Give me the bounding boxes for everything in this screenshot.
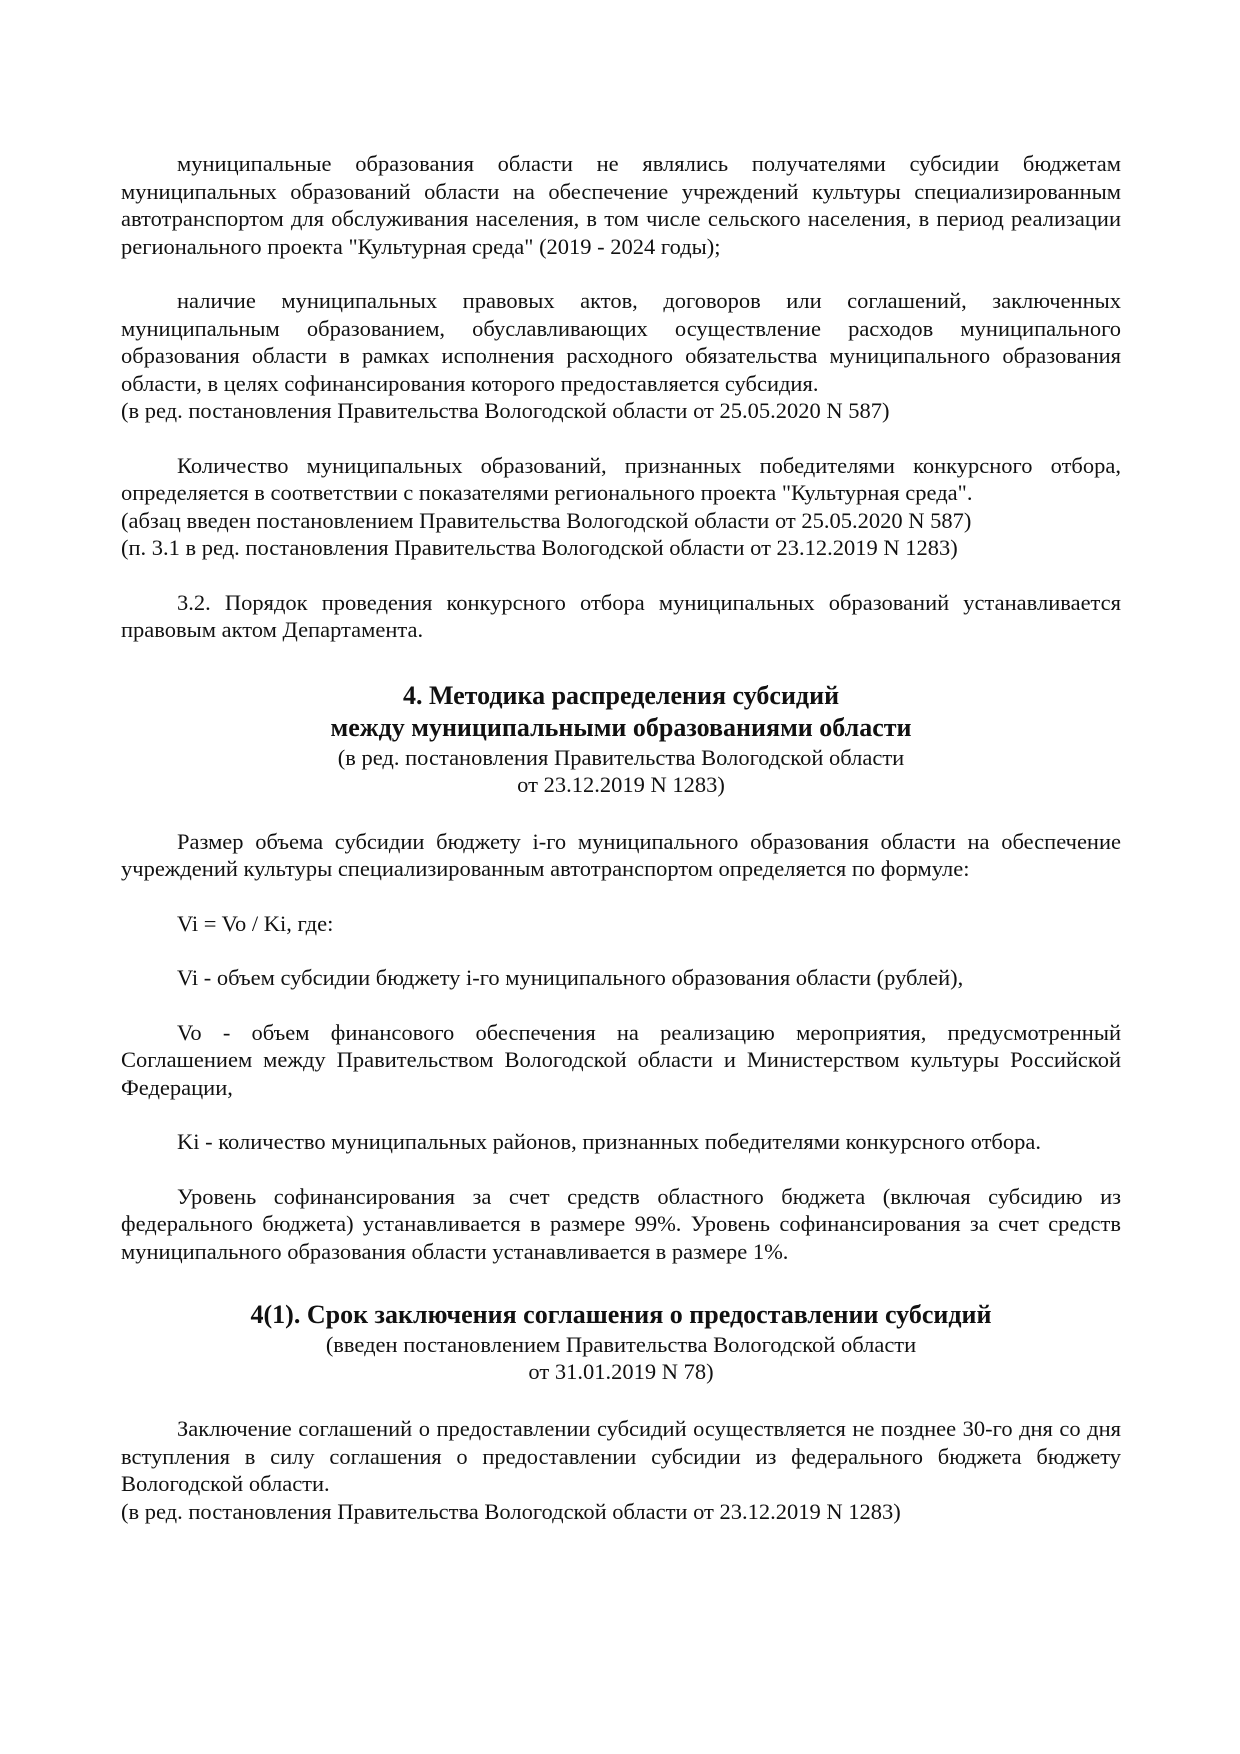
- paragraph-subsidy-size: Размер объема субсидии бюджету i-го муниципального образования области на обеспечение учреждений культуры специализированным автотранспортом определяется по формуле:: [121, 828, 1121, 881]
- section-title: 4. Методика распределения субсидий: [402, 680, 840, 710]
- document-page: [121, 150, 1121, 1525]
- amendment-note: (в ред. постановления Правительства Вологодской области от 23.12.2019 N 1283): [121, 1498, 901, 1524]
- section-title: 4(1). Срок заключения соглашения о предоставлении субсидий: [250, 1300, 992, 1329]
- section-4-header: [121, 680, 1121, 798]
- paragraph-municipal-not-recipients: муниципальные образования области не являлись получателями субсидии бюджетам муниципальных образований области на обеспечение учреждений культуры специализированным автотранспортом для обслуживания населения, в том числе сельского населения, в период реализации регионального проекта "Культурная среда" (2019 - 2024 годы);: [121, 151, 1121, 259]
- section-amendment-note: от 23.12.2019 N 1283): [517, 771, 725, 797]
- section-amendment-note: от 31.01.2019 N 78): [528, 1359, 714, 1384]
- amendment-note: (п. 3.1 в ред. постановления Правительства Вологодской области от 23.12.2019 N 1283): [121, 535, 958, 560]
- section-4-1-header: [121, 1299, 1121, 1385]
- amendment-note: (в ред. постановления Правительства Вологодской области от 25.05.2020 N 587): [121, 398, 890, 423]
- definition-vo: Vo - объем финансового обеспечения на реализацию мероприятия, предусмотренный Соглашением между Правительством Вологодской области и Министерством культуры Российской Федерации,: [121, 1019, 1121, 1100]
- definition-vi: Vi - объем субсидии бюджету i-го муниципального образования области (рублей),: [177, 965, 964, 990]
- paragraph-selection-procedure: 3.2. Порядок проведения конкурсного отбора муниципальных образований устанавливается правовым актом Департамента.: [121, 589, 1121, 642]
- section-amendment-note: (введен постановлением Правительства Вологодской области: [325, 1332, 917, 1357]
- paragraph-agreement-deadline: Заключение соглашений о предоставлении субсидий осуществляется не позднее 30-го дня со дня вступления в силу соглашения о предоставлении субсидии из федерального бюджета бюджету Вологодской области.: [121, 1416, 1121, 1496]
- definition-ki: Ki - количество муниципальных районов, признанных победителями конкурсного отбора.: [177, 1129, 1041, 1154]
- paragraph-winners-count: Количество муниципальных образований, признанных победителями конкурсного отбора, определяется в соответствии с показателями регионального проекта "Культурная среда".: [121, 452, 1121, 505]
- section-title: между муниципальными образованиями области: [330, 712, 912, 742]
- amendment-note: (абзац введен постановлением Правительства Вологодской области от 25.05.2020 N 587): [121, 507, 972, 533]
- section-amendment-note: (в ред. постановления Правительства Вологодской области: [337, 744, 905, 770]
- paragraph-legal-acts: наличие муниципальных правовых актов, договоров или соглашений, заключенных муниципальным образованием, обуславливающих осуществление расходов муниципального образования области в рамках исполнения расходного обязательства муниципального образования области, в целях софинансирования которого предоставляется субсидия.: [121, 288, 1121, 396]
- paragraph-cofinancing-level: Уровень софинансирования за счет средств областного бюджета (включая субсидию из федерального бюджета) устанавливается в размере 99%. Уровень софинансирования за счет средств муниципального образования области устанавливается в размере 1%.: [121, 1183, 1121, 1264]
- formula: Vi = Vo / Ki, где:: [177, 910, 334, 936]
